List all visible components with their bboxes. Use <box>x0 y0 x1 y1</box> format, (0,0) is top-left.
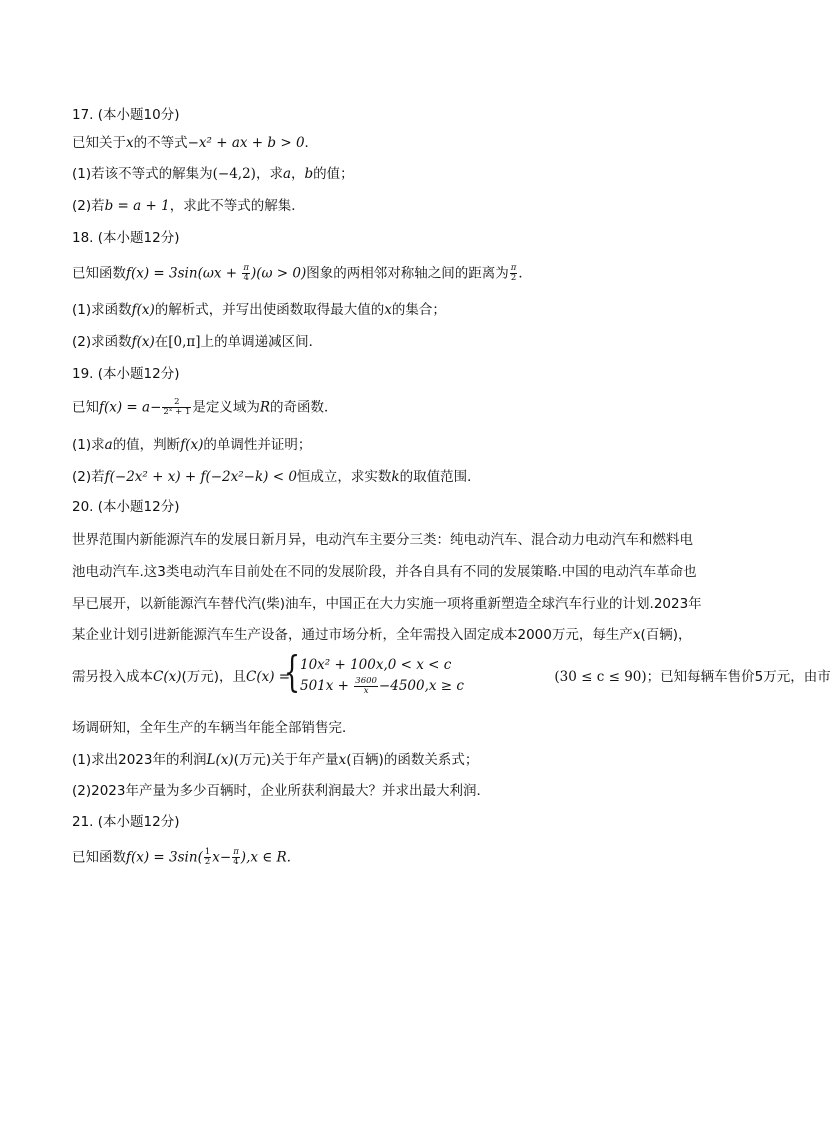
q21-fraction-half: $\frac{1}{2}$ <box>204 847 211 867</box>
q17-heading: 17. (本小题10分) <box>72 107 180 123</box>
q18-fraction-pi-2: $\frac{\pi}{2}$ <box>510 263 517 283</box>
q20-part2: (2)2023年产量为多少百辆时，企业所获利润最大？并求出最大利润． <box>72 783 490 799</box>
q20-heading: 20. (本小题12分) <box>72 499 180 515</box>
case2-fraction: $\frac{3600}{x}$ <box>355 676 377 696</box>
q18-heading: 18. (本小题12分) <box>72 230 180 246</box>
q18-part2: (2)求函数f(x)在[0,π]上的单调递减区间． <box>72 334 323 350</box>
piecewise-brace: { <box>284 647 301 696</box>
q20-part1: (1)求出2023年的利润L(x)(万元)关于年产量x(百辆)的函数关系式； <box>72 752 479 768</box>
q19-heading: 19. (本小题12分) <box>72 366 180 382</box>
q20-line1: 世界范围内新能源汽车的发展日新月异，电动汽车主要分三类：纯电动汽车、混合动力电动汽车和燃料电 <box>72 532 693 548</box>
q18-part1: (1)求函数f(x)的解析式，并写出使函数取得最大值的x的集合； <box>72 302 446 318</box>
q18-fraction-pi-4: $\frac{\pi}{4}$ <box>243 263 249 283</box>
q17-stem: 已知关于x的不等式−x² + ax + b > 0． <box>72 135 319 151</box>
q19-fraction: $\frac{2}{\text{2ˣ + 1}}$ <box>163 397 191 417</box>
q20-line2: 池电动汽车.这3类电动汽车目前处在不同的发展阶段，并各自具有不同的发展策略.中国的电动汽车革命也 <box>72 564 697 580</box>
q20-line6: 场调研知，全年生产的车辆当年能全部销售完． <box>72 720 356 736</box>
q17-part1: (1)若该不等式的解集为(−4,2)，求a，b的值； <box>72 166 354 182</box>
piecewise-case-2: 501x + $\frac{3600}{x}$ −4500,x ≥ c <box>300 676 464 696</box>
q17-part2: (2)若b = a + 1，求此不等式的解集． <box>72 198 305 214</box>
q21-fraction-pi-4: $\frac{\pi}{4}$ <box>233 847 239 867</box>
q20-line4: 某企业计划引进新能源汽车生产设备，通过市场分析，全年需投入固定成本2000万元，每生产x(百辆)， <box>72 627 692 643</box>
q21-stem: 已知函数f(x) = 3sin( $\frac{1}{2}$ x− $\frac{\pi}{4}$ ),x ∈ R． <box>72 847 301 867</box>
q18-stem: 已知函数f(x) = 3sin(ωx + $\frac{\pi}{4}$ )(ω > 0)图象的两相邻对称轴之间的距离为 $\frac{\pi}{2}$ ． <box>72 263 532 283</box>
q19-part2: (2)若f(−2x² + x) + f(−2x²−k) < 0恒成立，求实数k的取值范围． <box>72 469 481 485</box>
q19-stem: 已知f(x) = a− $\frac{2}{\text{2ˣ + 1}}$ 是定义域为R的奇函数． <box>72 397 338 417</box>
q20-line5: 需另投入成本C(x)(万元)，且C(x) = (30 ≤ c ≤ 90)；已知每辆车售价5万元，由市 <box>72 669 831 685</box>
q19-part1: (1)求a的值，判断f(x)的单调性并证明； <box>72 437 312 453</box>
piecewise-case-1: 10x² + 100x,0 < x < c <box>300 657 452 673</box>
q21-heading: 21. (本小题12分) <box>72 814 180 830</box>
q20-line3: 早已展开，以新能源汽车替代汽(柴)油车，中国正在大力实施一项将重新塑造全球汽车行业的计划.2023年 <box>72 596 702 612</box>
